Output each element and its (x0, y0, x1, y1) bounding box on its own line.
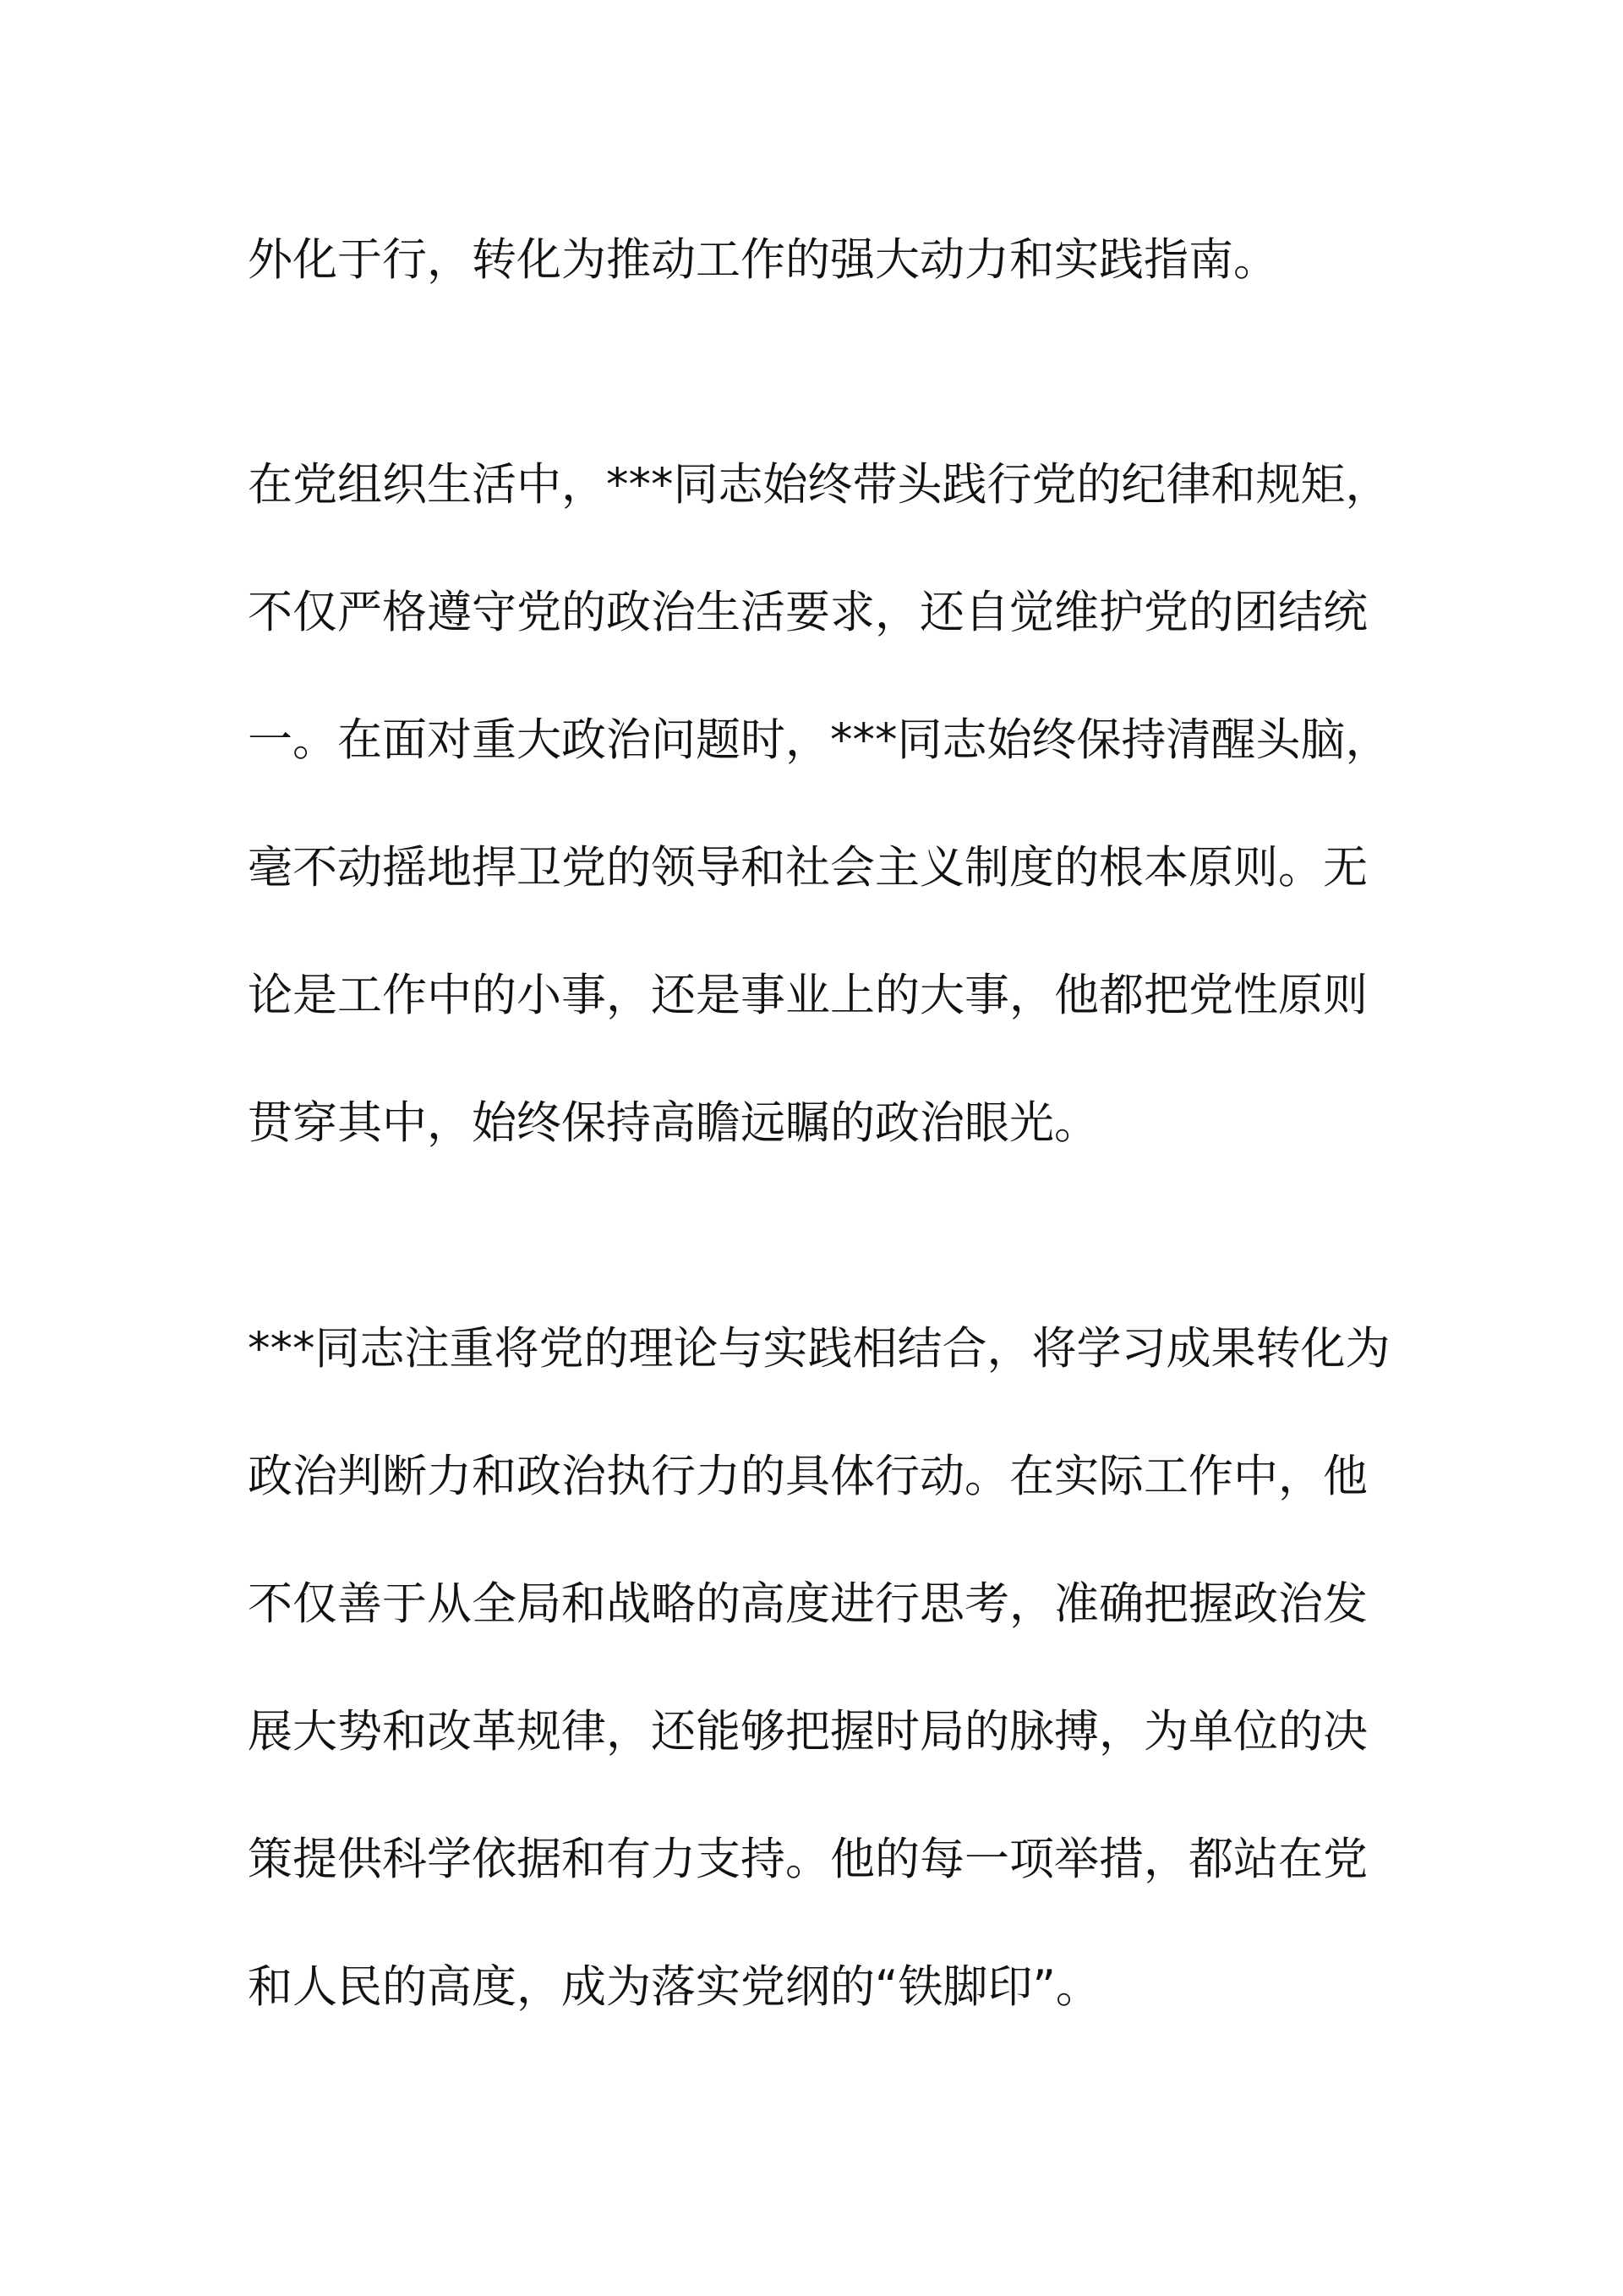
paragraph-3-line-1: ***同志注重将党的理论与实践相结合，将学习成果转化为 (248, 1323, 1391, 1375)
paragraph-3-line-3: 不仅善于从全局和战略的高度进行思考，准确把握政治发 (248, 1578, 1368, 1630)
paragraph-3-line-6: 和人民的高度，成为落实党纲的“铁脚印”。 (248, 1961, 1101, 2013)
paragraph-2-line-6: 贯穿其中，始终保持高瞻远瞩的政治眼光。 (248, 1097, 1099, 1149)
paragraph-2-line-5: 论是工作中的小事，还是事业上的大事，他都把党性原则 (248, 970, 1368, 1021)
paragraph-1-line-1: 外化于行，转化为推动工作的强大动力和实践指南。 (248, 234, 1278, 286)
paragraph-3-line-5: 策提供科学依据和有力支持。他的每一项举措，都站在党 (248, 1834, 1368, 1885)
paragraph-2-line-3: 一。在面对重大政治问题时，***同志始终保持清醒头脑， (248, 714, 1391, 766)
paragraph-3-line-2: 政治判断力和政治执行力的具体行动。在实际工作中，他 (248, 1451, 1368, 1502)
paragraph-2-line-2: 不仅严格遵守党的政治生活要求，还自觉维护党的团结统 (248, 587, 1368, 638)
paragraph-3-line-4: 展大势和改革规律，还能够把握时局的脉搏，为单位的决 (248, 1706, 1368, 1758)
paragraph-2-line-1: 在党组织生活中，***同志始终带头践行党的纪律和规矩， (248, 459, 1391, 511)
paragraph-2-line-4: 毫不动摇地捍卫党的领导和社会主义制度的根本原则。无 (248, 842, 1368, 894)
